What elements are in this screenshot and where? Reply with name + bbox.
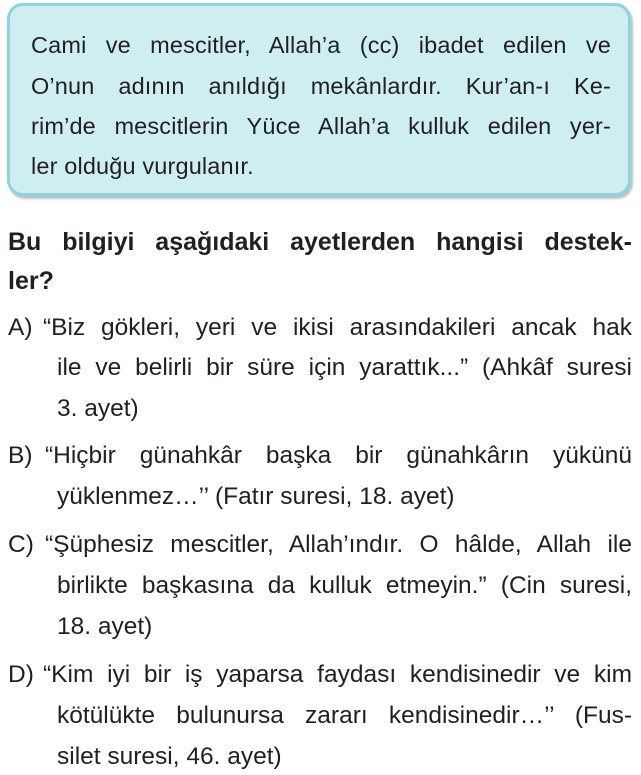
option-text-line: kötülükte bulunursa zararı kendisinedir…’’ (Fus-	[57, 702, 632, 729]
info-text-line: ler olduğu vurgulanır.	[31, 153, 254, 179]
info-text-line: rim’de mescitlerin Yüce Allah’a kulluk edilen yer-	[31, 113, 611, 139]
option-letter: C)	[8, 531, 34, 558]
question-line: ler?	[8, 267, 54, 295]
option-text-line: 3. ayet)	[57, 395, 139, 422]
option-text-line: yüklenmez…’’ (Fatır suresi, 18. ayet)	[57, 483, 455, 510]
option-text-line: “Kim iyi bir iş yaparsa faydası kendisinedir ve kim	[43, 661, 632, 688]
option-text-line: ile ve belirli bir süre için yarattık...” (Ahkâf suresi	[57, 354, 632, 381]
option-text-line: “Hiçbir günahkâr başka bir günahkârın yükünü	[45, 442, 632, 469]
option-text-line: “Biz gökleri, yeri ve ikisi arasındakileri ancak hak	[43, 314, 632, 341]
option-text-line: 18. ayet)	[57, 613, 153, 640]
option-text-line: “Şüphesiz mescitler, Allah’ındır. O hâlde, Allah ile	[45, 531, 632, 558]
option-text-line: silet suresi, 46. ayet)	[57, 743, 282, 770]
info-text-line: Cami ve mescitler, Allah’a (cc) ibadet edilen ve	[31, 32, 611, 58]
option-letter: B)	[8, 442, 33, 469]
info-text-line: O’nun adının anıldığı mekânlardır. Kur’an-ı Ke-	[31, 73, 611, 99]
option-letter: D)	[8, 661, 34, 688]
option-text-line: birlikte başkasına da kulluk etmeyin.” (Cin suresi,	[57, 572, 632, 599]
info-box	[7, 3, 631, 196]
question-line: Bu bilgiyi aşağıdaki ayetlerden hangisi destek-	[8, 228, 632, 256]
option-letter: A)	[8, 314, 33, 341]
